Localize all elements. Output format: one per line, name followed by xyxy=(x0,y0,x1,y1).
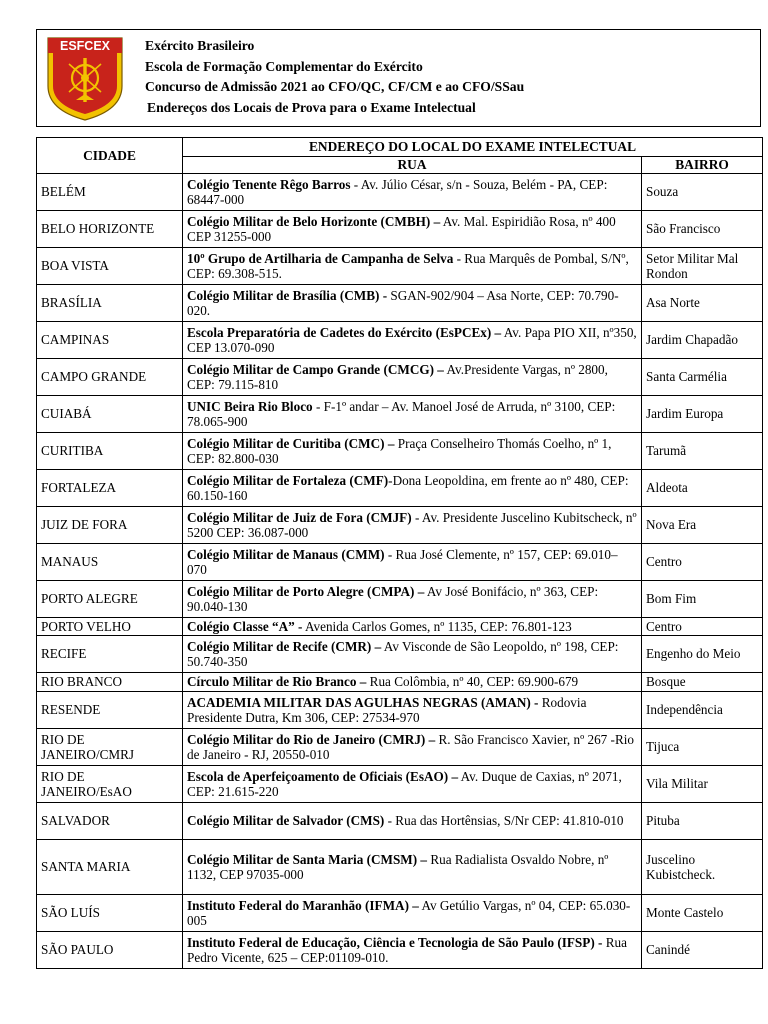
table-row xyxy=(37,840,763,895)
header-line-subject: Endereços dos Locais de Prova para o Exame Intelectual xyxy=(147,99,476,115)
street-address: Av Getúlio Vargas, nº 04, CEP: 65.030-005 xyxy=(187,897,631,928)
street-address: Av Visconde de São Leopoldo, nº 198, CEP: 50.740-350 xyxy=(187,638,619,669)
table-row xyxy=(37,729,763,766)
institution-name: Colégio Militar de Manaus (CMM) xyxy=(187,546,385,562)
table-row xyxy=(37,581,763,618)
cell-rua xyxy=(183,803,642,840)
header-line-army: Exército Brasileiro xyxy=(145,38,255,53)
header-title-block xyxy=(145,36,524,118)
institution-name: Colégio Classe “A” - xyxy=(187,618,303,634)
street-address: - Rua José Clemente, nº 157, CEP: 69.010–070 xyxy=(187,546,618,577)
cell-cidade: RIO DE JANEIRO/CMRJ xyxy=(37,729,183,766)
institution-name: Colégio Tenente Rêgo Barros xyxy=(187,176,351,192)
institution-name: UNIC Beira Rio Bloco xyxy=(187,398,313,414)
cell-rua xyxy=(183,396,642,433)
cell-bairro: Bosque xyxy=(642,673,763,692)
institution-name: ACADEMIA MILITAR DAS AGULHAS NEGRAS (AMAN) - xyxy=(187,694,539,710)
cell-rua xyxy=(183,248,642,285)
cell-cidade: SÃO PAULO xyxy=(37,932,183,969)
table-row xyxy=(37,285,763,322)
cell-bairro: Canindé xyxy=(642,932,763,969)
cell-rua xyxy=(183,470,642,507)
esfcex-shield-logo xyxy=(45,34,125,122)
street-address: SGAN-902/904 – Asa Norte, CEP: 70.790-020. xyxy=(187,287,619,318)
column-header-bairro: BAIRRO xyxy=(642,157,763,174)
cell-rua xyxy=(183,544,642,581)
table-row xyxy=(37,895,763,932)
institution-name: Colégio Militar de Brasília (CMB) - xyxy=(187,287,388,303)
column-header-endereco: ENDEREÇO DO LOCAL DO EXAME INTELECTUAL xyxy=(183,138,763,157)
cell-bairro: Jardim Europa xyxy=(642,396,763,433)
cell-bairro: Vila Militar xyxy=(642,766,763,803)
cell-bairro: Tarumã xyxy=(642,433,763,470)
institution-name: Escola de Aperfeiçoamento de Oficiais (EsAO) – xyxy=(187,768,459,784)
cell-cidade: SALVADOR xyxy=(37,803,183,840)
street-address: R. São Francisco Xavier, nº 267 -Rio de Janeiro - RJ, 20550-010 xyxy=(187,731,634,762)
logo-lettering: ESFCEX xyxy=(59,39,111,53)
cell-cidade: SÃO LUÍS xyxy=(37,895,183,932)
cell-rua xyxy=(183,433,642,470)
cell-cidade: SANTA MARIA xyxy=(37,840,183,895)
cell-cidade: BOA VISTA xyxy=(37,248,183,285)
cell-bairro: Pituba xyxy=(642,803,763,840)
cell-rua xyxy=(183,359,642,396)
column-header-cidade: CIDADE xyxy=(37,138,183,174)
table-row xyxy=(37,618,763,636)
cell-cidade: PORTO ALEGRE xyxy=(37,581,183,618)
cell-rua xyxy=(183,766,642,803)
table-body xyxy=(37,174,763,969)
street-address: - Av. Júlio César, s/n - Souza, Belém - PA, CEP: 68447-000 xyxy=(187,176,608,207)
institution-name: Colégio Militar de Curitiba (CMC) – xyxy=(187,435,395,451)
table-row xyxy=(37,359,763,396)
street-address: Rodovia Presidente Dutra, Km 306, CEP: 27534-970 xyxy=(187,694,587,725)
street-address: Rua Pedro Vicente, 625 – CEP:01109-010. xyxy=(187,934,627,965)
cell-rua xyxy=(183,840,642,895)
cell-bairro: Centro xyxy=(642,544,763,581)
cell-bairro: Aldeota xyxy=(642,470,763,507)
cell-rua xyxy=(183,673,642,692)
institution-name: Escola Preparatória de Cadetes do Exército (EsPCEx) – xyxy=(187,324,502,340)
cell-cidade: RECIFE xyxy=(37,636,183,673)
cell-rua xyxy=(183,895,642,932)
cell-bairro: Asa Norte xyxy=(642,285,763,322)
street-address: - Av. Presidente Juscelino Kubitscheck, nº 5200 CEP: 36.087-000 xyxy=(187,509,637,540)
cell-cidade: CURITIBA xyxy=(37,433,183,470)
cell-cidade: BELÉM xyxy=(37,174,183,211)
institution-name: Colégio Militar de Porto Alegre (CMPA) – xyxy=(187,583,425,599)
cell-bairro: Bom Fim xyxy=(642,581,763,618)
institution-name: Colégio Militar de Belo Horizonte (CMBH) – xyxy=(187,213,441,229)
institution-name: Colégio Militar do Rio de Janeiro (CMRJ) – xyxy=(187,731,436,747)
street-address: Rua Colômbia, nº 40, CEP: 69.900-679 xyxy=(366,674,579,690)
cell-rua xyxy=(183,174,642,211)
street-address: Av José Bonifácio, nº 363, CEP: 90.040-130 xyxy=(187,583,599,614)
cell-rua xyxy=(183,932,642,969)
cell-bairro: Engenho do Meio xyxy=(642,636,763,673)
street-address: Av. Papa PIO XII, nº350, CEP 13.070-090 xyxy=(187,324,637,355)
cell-cidade: CAMPO GRANDE xyxy=(37,359,183,396)
cell-cidade: MANAUS xyxy=(37,544,183,581)
cell-bairro: Independência xyxy=(642,692,763,729)
cell-bairro: Jardim Chapadão xyxy=(642,322,763,359)
table-row xyxy=(37,470,763,507)
table-row xyxy=(37,766,763,803)
column-header-rua: RUA xyxy=(183,157,642,174)
cell-bairro: Juscelino Kubistcheck. xyxy=(642,840,763,895)
street-address: Av. Mal. Espiridião Rosa, nº 400 CEP 31255-000 xyxy=(187,213,616,244)
cell-rua xyxy=(183,729,642,766)
cell-bairro: São Francisco xyxy=(642,211,763,248)
cell-cidade: BRASÍLIA xyxy=(37,285,183,322)
street-address: -Dona Leopoldina, em frente ao nº 480, CEP: 60.150-160 xyxy=(187,472,629,503)
cell-rua xyxy=(183,581,642,618)
street-address: - F-1º andar – Av. Manoel José de Arruda, nº 3100, CEP: 78.065-900 xyxy=(187,398,616,429)
table-row xyxy=(37,211,763,248)
table-row xyxy=(37,692,763,729)
cell-cidade: CAMPINAS xyxy=(37,322,183,359)
cell-cidade: BELO HORIZONTE xyxy=(37,211,183,248)
cell-bairro: Tijuca xyxy=(642,729,763,766)
institution-name: Instituto Federal do Maranhão (IFMA) – xyxy=(187,897,419,913)
cell-cidade: CUIABÁ xyxy=(37,396,183,433)
institution-name: Círculo Militar de Rio Branco – xyxy=(187,674,367,690)
table-row xyxy=(37,673,763,692)
street-address: Rua Radialista Osvaldo Nobre, nº 1132, CEP 97035-000 xyxy=(187,851,609,882)
institution-name: Colégio Militar de Fortaleza (CMF) xyxy=(187,472,389,488)
cell-cidade: FORTALEZA xyxy=(37,470,183,507)
cell-rua xyxy=(183,636,642,673)
cell-cidade: RIO DE JANEIRO/EsAO xyxy=(37,766,183,803)
cell-bairro: Centro xyxy=(642,618,763,636)
header-line-contest: Concurso de Admissão 2021 ao CFO/QC, CF/CM e ao CFO/SSau xyxy=(145,79,525,94)
document-header xyxy=(36,29,761,127)
institution-name: Colégio Militar de Recife (CMR) – xyxy=(187,638,382,654)
street-address: Avenida Carlos Gomes, nº 1135, CEP: 76.801-123 xyxy=(302,618,572,634)
cell-rua xyxy=(183,507,642,544)
table-row xyxy=(37,932,763,969)
street-address: Av. Duque de Caxias, nº 2071, CEP: 21.615-220 xyxy=(187,768,622,799)
header-line-school: Escola de Formação Complementar do Exército xyxy=(145,58,423,74)
institution-name: 10º Grupo de Artilharia de Campanha de Selva xyxy=(187,250,454,266)
table-row xyxy=(37,322,763,359)
table-row xyxy=(37,396,763,433)
table-row xyxy=(37,803,763,840)
cell-bairro: Setor Militar Mal Rondon xyxy=(642,248,763,285)
table-row xyxy=(37,433,763,470)
institution-name: Colégio Militar de Campo Grande (CMCG) – xyxy=(187,361,444,377)
exam-locations-table xyxy=(36,137,763,969)
cell-cidade: PORTO VELHO xyxy=(37,618,183,636)
street-address: - Rua Marquês de Pombal, S/Nº, CEP: 69.308-515. xyxy=(187,250,629,281)
street-address: - Rua das Hortênsias, S/Nr CEP: 41.810-010 xyxy=(384,813,624,829)
institution-name: Instituto Federal de Educação, Ciência e Tecnologia de São Paulo (IFSP) - xyxy=(187,934,603,950)
cell-cidade: RESENDE xyxy=(37,692,183,729)
institution-name: Colégio Militar de Santa Maria (CMSM) – xyxy=(187,851,428,867)
institution-name: Colégio Militar de Salvador (CMS) xyxy=(187,813,385,829)
cell-cidade: RIO BRANCO xyxy=(37,673,183,692)
table-row xyxy=(37,174,763,211)
cell-rua xyxy=(183,618,642,636)
cell-rua xyxy=(183,692,642,729)
institution-name: Colégio Militar de Juiz de Fora (CMJF) xyxy=(187,509,412,525)
cell-bairro: Santa Carmélia xyxy=(642,359,763,396)
table-row xyxy=(37,636,763,673)
table-row xyxy=(37,248,763,285)
cell-rua xyxy=(183,285,642,322)
street-address: Praça Conselheiro Thomás Coelho, nº 1, CEP: 82.800-030 xyxy=(187,435,612,466)
cell-bairro: Souza xyxy=(642,174,763,211)
cell-rua xyxy=(183,322,642,359)
cell-bairro: Nova Era xyxy=(642,507,763,544)
cell-bairro: Monte Castelo xyxy=(642,895,763,932)
table-row xyxy=(37,507,763,544)
table-row xyxy=(37,544,763,581)
street-address: Av.Presidente Vargas, nº 2800, CEP: 79.115-810 xyxy=(187,361,608,392)
cell-rua xyxy=(183,211,642,248)
cell-cidade: JUIZ DE FORA xyxy=(37,507,183,544)
